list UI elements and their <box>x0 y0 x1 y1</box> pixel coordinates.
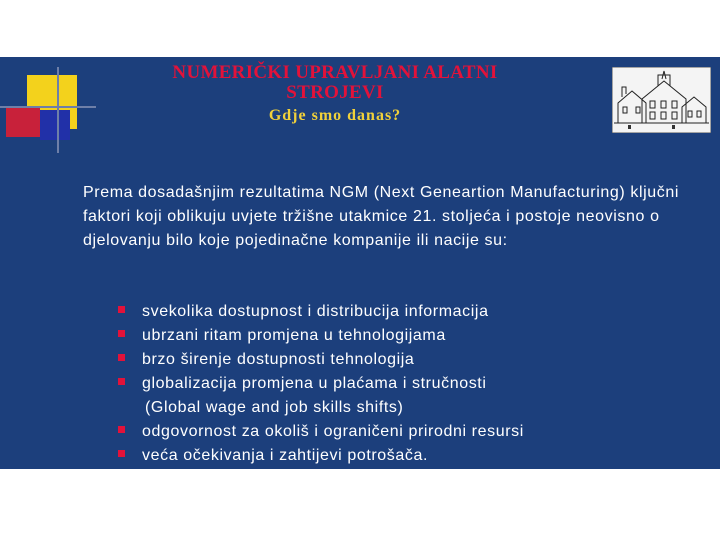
logo-vertical-line <box>57 67 59 153</box>
slide-title: NUMERIČKI UPRAVLJANI ALATNI STROJEVI <box>172 62 498 103</box>
bullet-list <box>118 300 678 468</box>
list-item <box>118 372 678 420</box>
slide-subtitle: Gdje smo danas? <box>268 107 402 124</box>
bullet-square-icon <box>118 306 125 313</box>
list-item <box>118 444 678 468</box>
bullet-square-icon <box>118 426 125 433</box>
list-item <box>118 348 678 372</box>
bullet-text: ubrzani ritam promjena u tehnologijama <box>142 327 446 344</box>
bullet-square-icon <box>118 354 125 361</box>
bullet-square-icon <box>118 330 125 337</box>
bullet-square-icon <box>118 450 125 457</box>
bullet-subtext: (Global wage and job skills shifts) <box>145 399 404 416</box>
list-item <box>118 324 678 348</box>
logo-horizontal-line <box>0 106 96 108</box>
bullet-square-icon <box>118 378 125 385</box>
intro-paragraph: Prema dosadašnjim rezultatima NGM (Next Geneartion Manufacturing) ključni faktori koji oblikuju uvjete tržišne utakmice 21. stoljeća i postoje neovisno o djelovanju bilo koje pojedinačne kompanije ili nacije su: <box>83 184 680 249</box>
building-sketch-icon <box>612 67 711 133</box>
building-sketch-image <box>612 67 711 133</box>
bullet-text: veća očekivanja i zahtijevi potrošača. <box>142 447 429 464</box>
logo-blue-block <box>40 110 70 140</box>
slide <box>0 57 720 469</box>
bullet-text: brzo širenje dostupnosti tehnologija <box>142 351 415 368</box>
list-item <box>118 420 678 444</box>
bullet-text: odgovornost za okoliš i ograničeni prirodni resursi <box>142 423 524 440</box>
logo-red-block <box>6 107 40 137</box>
bullet-text: globalizacija promjena u plaćama i stručnosti <box>142 375 487 392</box>
list-item <box>118 300 678 324</box>
bullet-text: svekolika dostupnost i distribucija informacija <box>142 303 489 320</box>
